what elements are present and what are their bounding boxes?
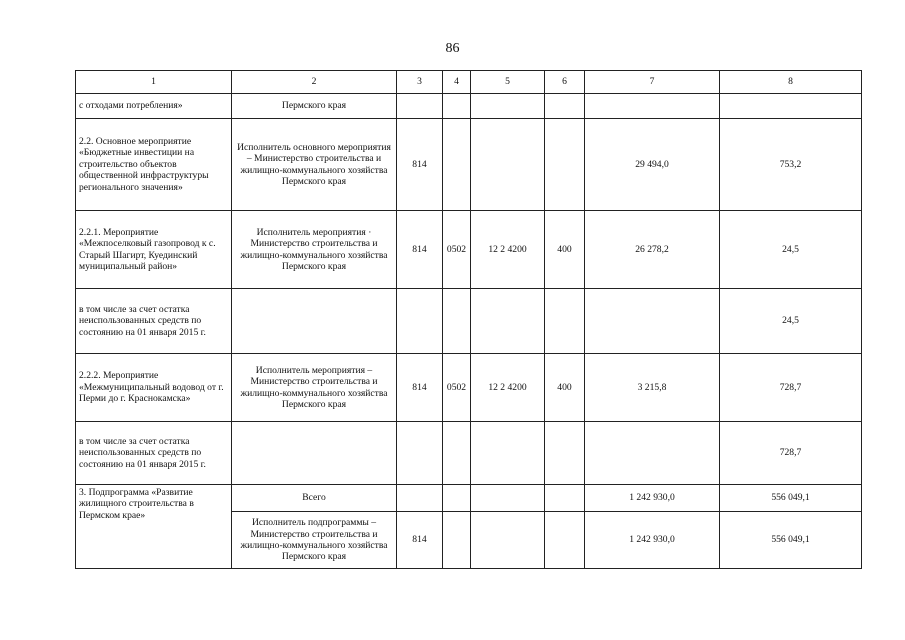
row-cell bbox=[471, 512, 545, 569]
row-cell bbox=[397, 485, 443, 512]
header-cell: 8 bbox=[720, 71, 862, 94]
row-cell: 400 bbox=[545, 354, 585, 422]
row-cell bbox=[397, 289, 443, 354]
row-cell: 814 bbox=[397, 119, 443, 211]
program-total-amount: 1 242 930,0 bbox=[585, 485, 720, 512]
table-row bbox=[76, 94, 862, 119]
row-cell: 29 494,0 bbox=[585, 119, 720, 211]
row-cell bbox=[443, 289, 471, 354]
row-cell bbox=[471, 485, 545, 512]
row-cell bbox=[443, 485, 471, 512]
row-executor-cell: Пермского края bbox=[232, 94, 397, 119]
row-cell: 753,2 bbox=[720, 119, 862, 211]
row-cell bbox=[585, 94, 720, 119]
row-cell: 814 bbox=[397, 354, 443, 422]
row-cell bbox=[471, 94, 545, 119]
row-cell bbox=[443, 119, 471, 211]
row-cell bbox=[471, 422, 545, 485]
row-cell: 3 215,8 bbox=[585, 354, 720, 422]
row-cell bbox=[545, 119, 585, 211]
row-cell bbox=[545, 485, 585, 512]
header-cell: 4 bbox=[443, 71, 471, 94]
row-cell: 12 2 4200 bbox=[471, 211, 545, 289]
header-cell: 1 bbox=[76, 71, 232, 94]
program-name-cell: 3. Подпрограмма «Развитие жилищного строительства в Пермском крае» bbox=[76, 485, 232, 569]
header-cell: 2 bbox=[232, 71, 397, 94]
row-cell: 814 bbox=[397, 512, 443, 569]
header-cell: 5 bbox=[471, 71, 545, 94]
row-cell: 0502 bbox=[443, 211, 471, 289]
row-cell bbox=[585, 289, 720, 354]
row-cell bbox=[397, 422, 443, 485]
table-row bbox=[76, 485, 862, 512]
table-row bbox=[76, 211, 862, 289]
row-cell bbox=[443, 94, 471, 119]
program-total-label: Всего bbox=[232, 485, 397, 512]
row-cell bbox=[397, 94, 443, 119]
table-row bbox=[76, 289, 862, 354]
header-cell: 3 bbox=[397, 71, 443, 94]
table-row bbox=[76, 119, 862, 211]
row-name-cell: 2.2.2. Мероприятие «Межмуниципальный водовод от г. Перми до г. Краснокамска» bbox=[76, 354, 232, 422]
table-header-row bbox=[76, 71, 862, 94]
row-name-cell: в том числе за счет остатка неиспользованных средств по состоянию на 01 января 2015 г. bbox=[76, 289, 232, 354]
row-cell: 24,5 bbox=[720, 211, 862, 289]
row-cell: 24,5 bbox=[720, 289, 862, 354]
row-executor-cell: Исполнитель основного мероприятия – Министерство строительства и жилищно-коммунального хозяйства Пермского края bbox=[232, 119, 397, 211]
program-total-amount: 556 049,1 bbox=[720, 485, 862, 512]
program-executor-amount: 1 242 930,0 bbox=[585, 512, 720, 569]
row-cell bbox=[471, 119, 545, 211]
row-cell bbox=[585, 422, 720, 485]
row-cell: 400 bbox=[545, 211, 585, 289]
budget-table bbox=[75, 70, 862, 569]
row-cell: 0502 bbox=[443, 354, 471, 422]
row-cell bbox=[545, 289, 585, 354]
row-executor-cell: Исполнитель мероприятия · Министерство строительства и жилищно-коммунального хозяйства Пермского края bbox=[232, 211, 397, 289]
row-cell: 728,7 bbox=[720, 422, 862, 485]
header-cell: 6 bbox=[545, 71, 585, 94]
table-row bbox=[76, 422, 862, 485]
row-cell bbox=[443, 512, 471, 569]
row-cell bbox=[545, 512, 585, 569]
row-cell: 26 278,2 bbox=[585, 211, 720, 289]
row-name-cell: 2.2. Основное мероприятие «Бюджетные инвестиции на строительство объектов общественной инфраструктуры регионального значения» bbox=[76, 119, 232, 211]
row-executor-cell bbox=[232, 422, 397, 485]
row-name-cell: с отходами потребления» bbox=[76, 94, 232, 119]
row-executor-cell: Исполнитель мероприятия – Министерство строительства и жилищно-коммунального хозяйства Пермского края bbox=[232, 354, 397, 422]
row-cell bbox=[545, 94, 585, 119]
row-cell: 814 bbox=[397, 211, 443, 289]
row-cell bbox=[471, 289, 545, 354]
table-row bbox=[76, 354, 862, 422]
row-cell: 12 2 4200 bbox=[471, 354, 545, 422]
row-name-cell: в том числе за счет остатка неиспользованных средств по состоянию на 01 января 2015 г. bbox=[76, 422, 232, 485]
row-cell bbox=[545, 422, 585, 485]
header-cell: 7 bbox=[585, 71, 720, 94]
row-cell bbox=[443, 422, 471, 485]
row-name-cell: 2.2.1. Мероприятие «Межпоселковый газопровод к с. Старый Шагирт, Куединский муниципальный район» bbox=[76, 211, 232, 289]
row-cell: 728,7 bbox=[720, 354, 862, 422]
row-cell bbox=[720, 94, 862, 119]
page-number: 86 bbox=[445, 41, 460, 56]
program-executor-amount: 556 049,1 bbox=[720, 512, 862, 569]
program-executor-cell: Исполнитель подпрограммы – Министерство строительства и жилищно-коммунального хозяйства Пермского края bbox=[232, 512, 397, 569]
row-executor-cell bbox=[232, 289, 397, 354]
